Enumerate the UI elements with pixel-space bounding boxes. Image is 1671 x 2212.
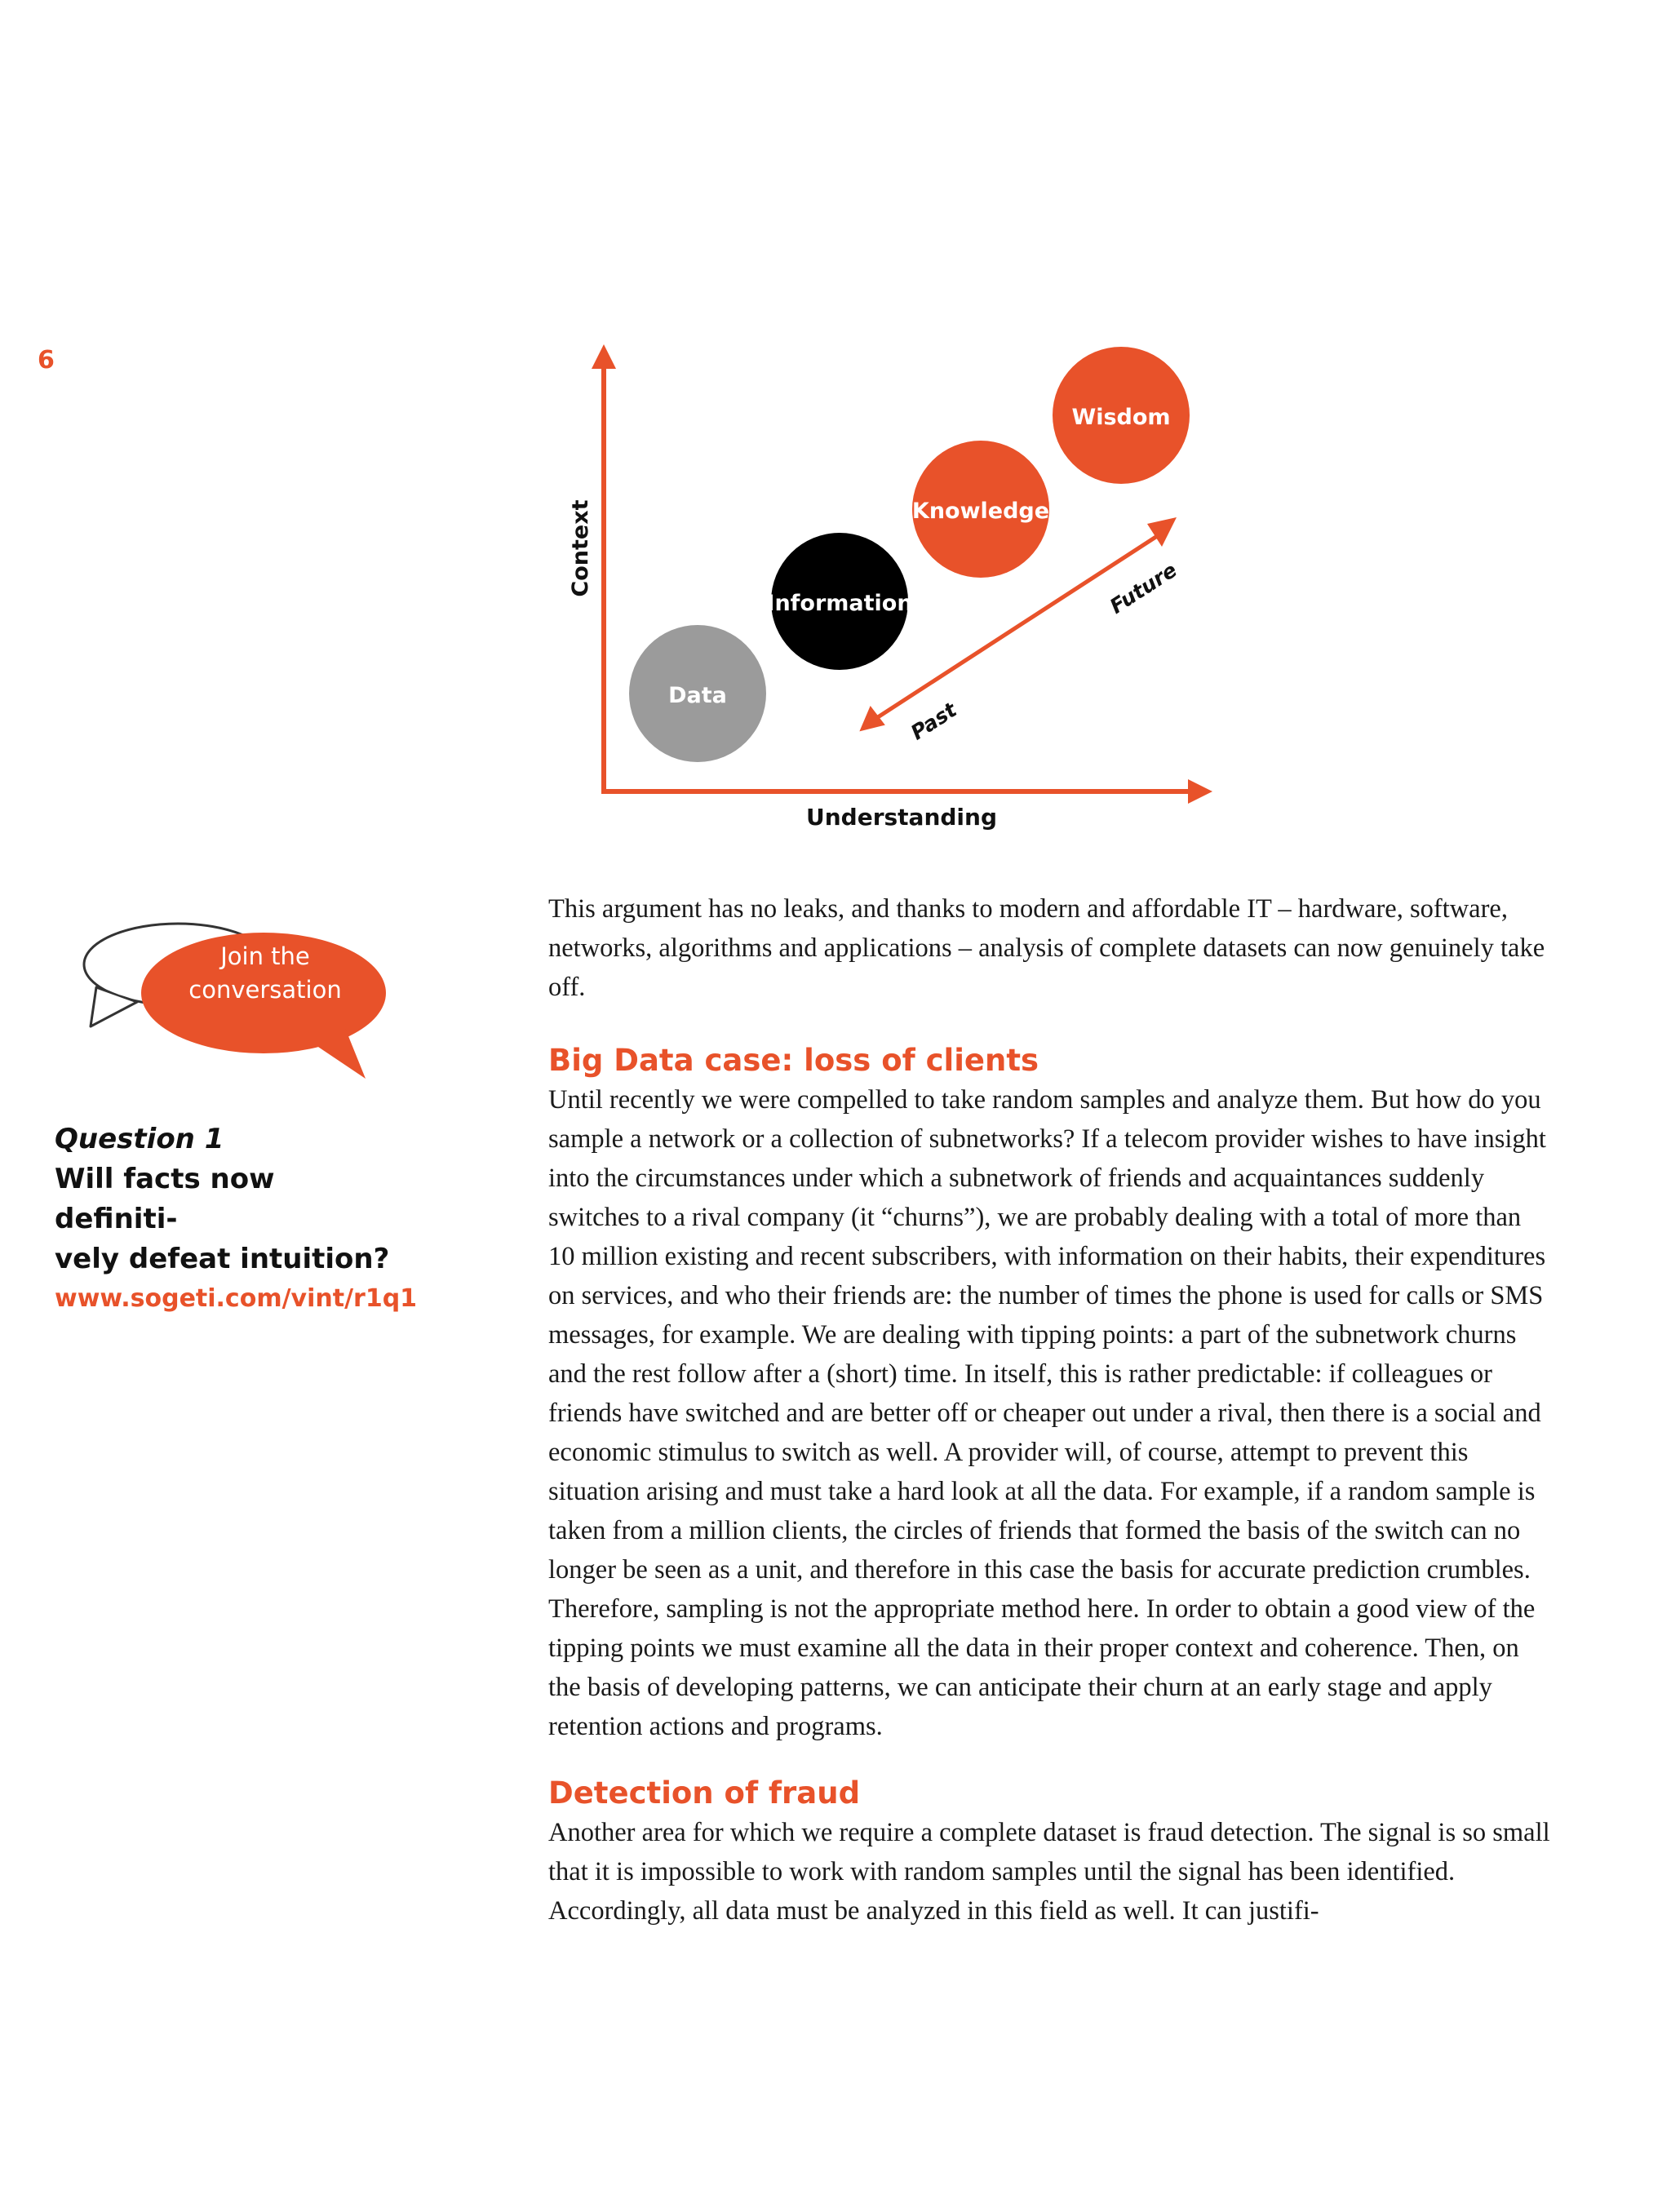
data-label: Data [668, 683, 727, 708]
intro-paragraph: This argument has no leaks, and thanks to modern and affordable IT – hardware, software, networks, algorithms and applications – analysis of complete datasets can now genuinely take off. [548, 894, 1545, 1002]
knowledge-label: Knowledge [911, 499, 1050, 524]
question-link[interactable]: www.sogeti.com/vint/r1q1 [55, 1284, 418, 1313]
section-paragraph-fraud-detection: Another area for which we require a complete dataset is fraud detection. The signal is so small that it is impossible to work with random samples until the signal has been identified. Accordingly, all data must be analyzed in this field as well. It can justifi- [548, 1818, 1550, 1926]
y-axis-label: Context [568, 499, 593, 597]
question-label: Question 1 [55, 1123, 224, 1155]
x-axis-arrowhead [1188, 779, 1212, 804]
bubble-line-2: conversation [188, 976, 342, 1004]
x-axis-label: Understanding [805, 804, 998, 831]
join-conversation-text[interactable] [143, 940, 388, 1007]
question-line-2: vely defeat intuition? [55, 1243, 390, 1275]
main-body [548, 889, 1552, 1931]
y-axis-arrowhead [592, 344, 616, 369]
bubble-line-1: Join the [220, 942, 310, 970]
past-arrowhead [858, 705, 885, 732]
sidebar-question [55, 1119, 406, 1279]
question-line-1: Will facts now definiti- [55, 1163, 275, 1235]
page-number: 6 [38, 346, 55, 375]
future-arrowhead [1147, 517, 1177, 547]
information-label: Information [766, 591, 913, 616]
wisdom-label: Wisdom [1071, 405, 1171, 430]
dikw-diagram [555, 335, 1224, 849]
section-heading-loss-of-clients: Big Data case: loss of clients [548, 1043, 1039, 1078]
section-heading-fraud-detection: Detection of fraud [548, 1775, 861, 1811]
past-label: Past [906, 698, 961, 745]
section-paragraph-loss-of-clients: Until recently we were compelled to take random samples and analyze them. But how do you sample a network or a collection of subnetworks? If a telecom provider wishes to have insight into the circumstances under which a subnetwork of friends and acquaintances suddenly switches to a rival company (it “churns”), we are probably dealing with a total of more than 10 million existing and recent subscribers, with information on their habits, their expenditures on services, and who their friends are: the number of times the phone is used for calls or SMS messages, for example. We are dealing with tipping points: a part of the subnetwork churns and the rest follow after a (short) time. In itself, this is rather predictable: if colleagues or friends have switched and are better off or cheaper out under a rival, then there is a social and economic stimulus to switch as well. A provider will, of course, attempt to prevent this situation arising and must take a hard look at all the data. For example, if a random sample is taken from a million clients, the circles of friends that formed the basis of the switch can no longer be seen as a unit, and therefore in this case the basis for accurate prediction crumbles. Therefore, sampling is not the appropriate method here. In order to obtain a good view of the tipping points we must examine all the data in their proper context and coherence. Then, on the basis of developing patterns, we can anticipate their churn at an early stage and apply retention actions and programs. [548, 1085, 1546, 1741]
future-label: Future [1106, 557, 1181, 618]
